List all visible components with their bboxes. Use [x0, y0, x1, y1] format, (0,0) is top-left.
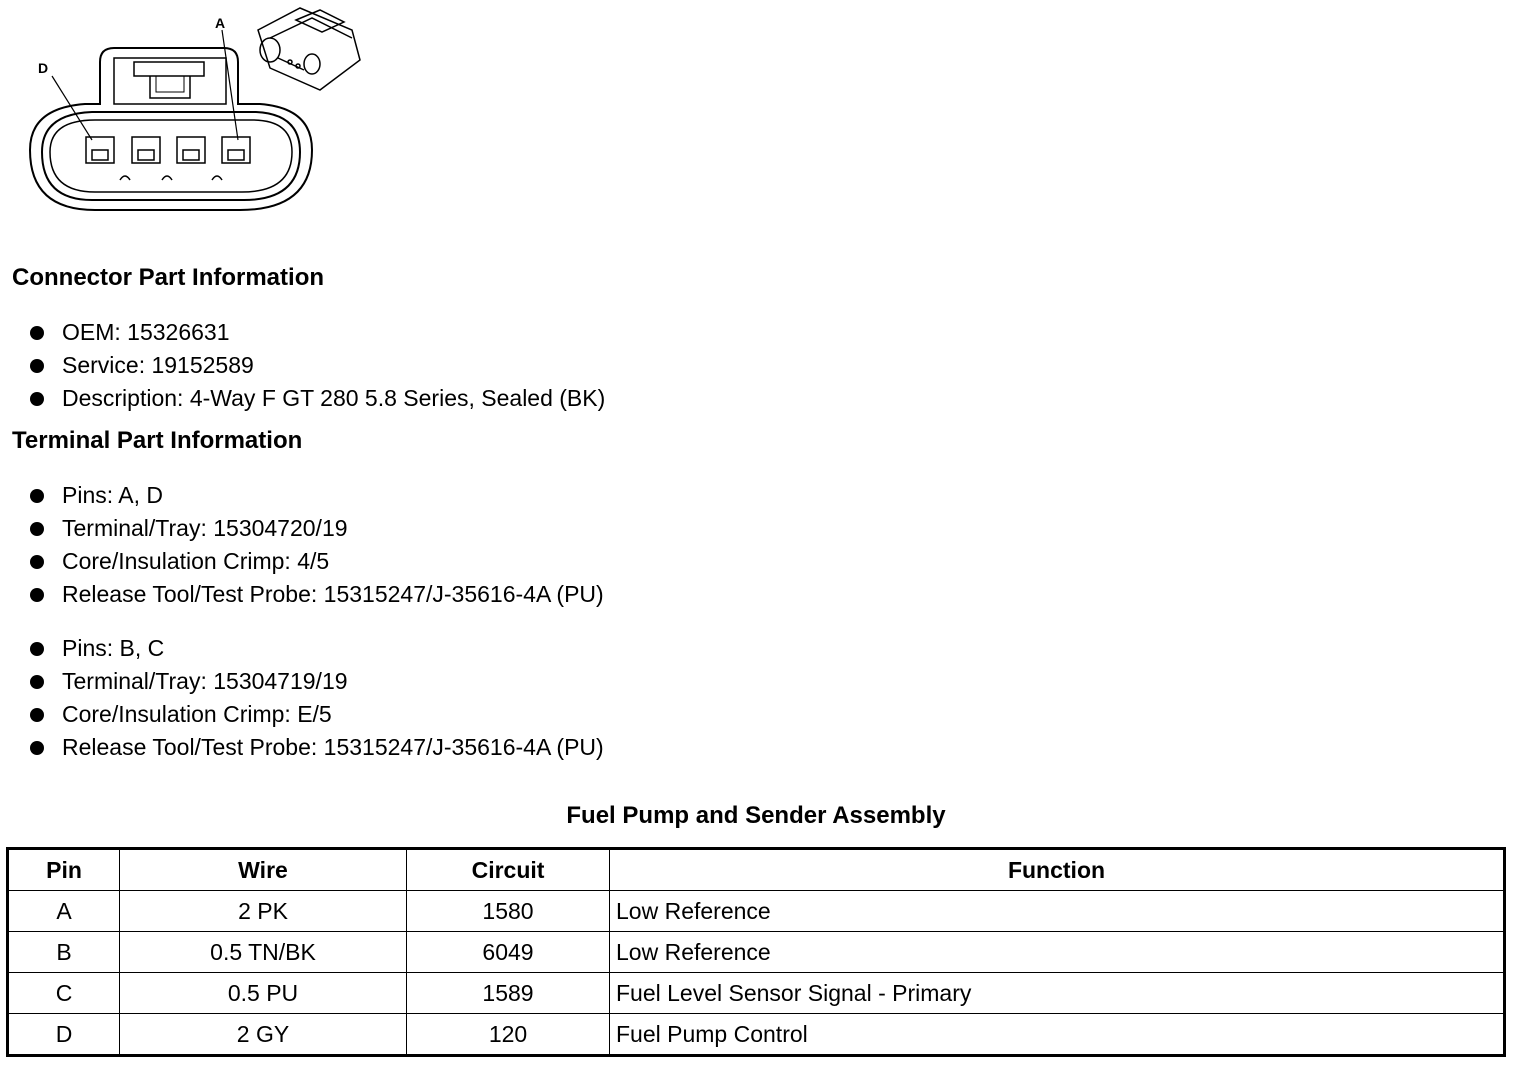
cell-function: Low Reference [610, 932, 1505, 973]
cell-function: Fuel Level Sensor Signal - Primary [610, 973, 1505, 1014]
cell-wire: 2 PK [120, 891, 407, 932]
table-row [8, 932, 1505, 973]
list-item: Description: 4-Way F GT 280 5.8 Series, Sealed (BK) [28, 382, 605, 415]
list-item: Release Tool/Test Probe: 15315247/J-35616-4A (PU) [28, 578, 604, 611]
pin-label-d: D [38, 60, 49, 76]
cell-pin: C [8, 973, 120, 1014]
table-title: Fuel Pump and Sender Assembly [566, 802, 946, 829]
list-item: Core/Insulation Crimp: 4/5 [28, 545, 604, 578]
cell-circuit: 6049 [407, 932, 610, 973]
cell-function: Fuel Pump Control [610, 1014, 1505, 1056]
column-header-wire: Wire [120, 849, 407, 891]
cell-wire: 2 GY [120, 1014, 407, 1056]
list-item: Terminal/Tray: 15304719/19 [28, 665, 604, 698]
pin-label-a: A [215, 15, 226, 31]
list-item: Pins: A, D [28, 479, 604, 512]
cell-pin: B [8, 932, 120, 973]
table-header-row [8, 849, 1505, 891]
list-item: OEM: 15326631 [28, 316, 605, 349]
terminal-group-2-list [28, 632, 604, 764]
table-row [8, 1014, 1505, 1056]
cell-circuit: 120 [407, 1014, 610, 1056]
list-item: Terminal/Tray: 15304720/19 [28, 512, 604, 545]
cell-circuit: 1580 [407, 891, 610, 932]
connector-part-info-title: Connector Part Information [12, 264, 325, 291]
table-row [8, 973, 1505, 1014]
column-header-function: Function [610, 849, 1505, 891]
table-row [8, 891, 1505, 932]
cell-pin: D [8, 1014, 120, 1056]
cell-wire: 0.5 TN/BK [120, 932, 407, 973]
cell-wire: 0.5 PU [120, 973, 407, 1014]
list-item: Core/Insulation Crimp: E/5 [28, 698, 604, 731]
terminal-group-1-list [28, 479, 604, 611]
column-header-pin: Pin [8, 849, 120, 891]
connector-part-info-list [28, 316, 605, 415]
pinout-table [6, 847, 1506, 1057]
terminal-part-info-title: Terminal Part Information [12, 427, 303, 454]
list-item: Pins: B, C [28, 632, 604, 665]
list-item: Release Tool/Test Probe: 15315247/J-35616-4A (PU) [28, 731, 604, 764]
cell-circuit: 1589 [407, 973, 610, 1014]
cell-pin: A [8, 891, 120, 932]
column-header-circuit: Circuit [407, 849, 610, 891]
list-item: Service: 19152589 [28, 349, 605, 382]
cell-function: Low Reference [610, 891, 1505, 932]
connector-diagram [0, 0, 380, 220]
